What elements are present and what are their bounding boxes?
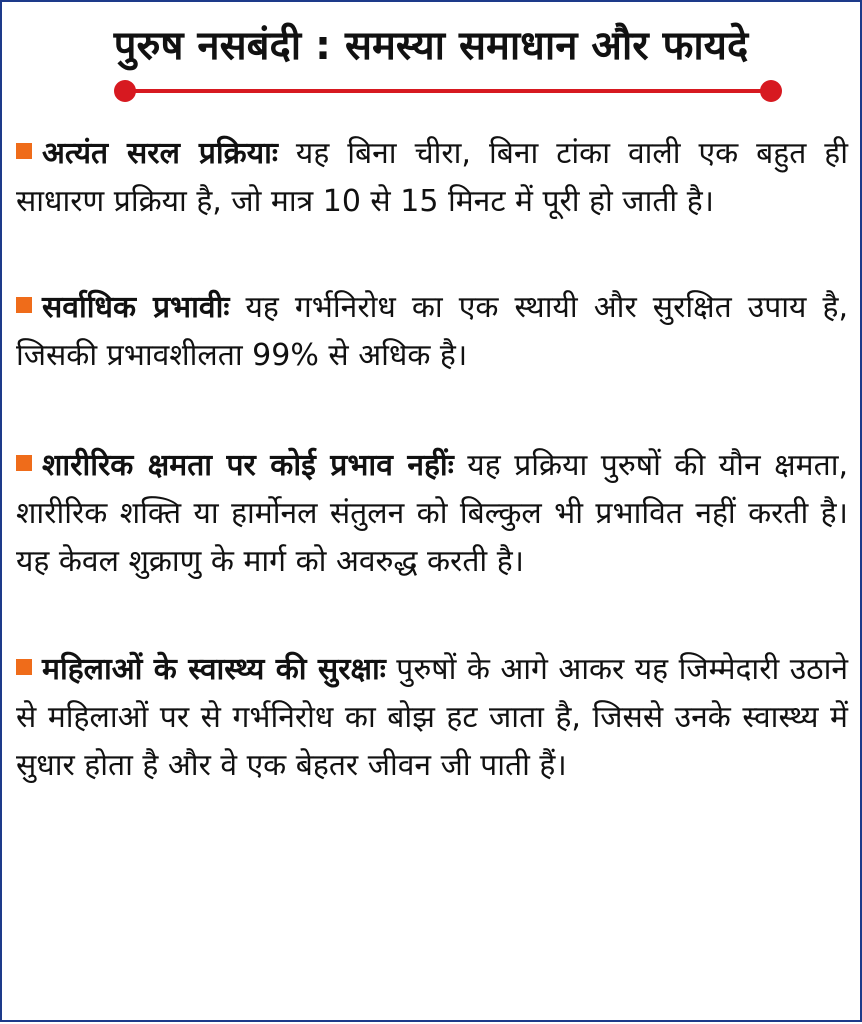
benefit-heading: सर्वाधिक प्रभावीः xyxy=(42,290,230,325)
benefit-text: यह बिना चीरा, बिना टांका वाली एक बहुत ही साधारण प्रक्रिया है, जो मात्र 10 से 15 मिनट में पूरी हो जाती है। xyxy=(16,136,848,219)
square-bullet-icon xyxy=(16,659,32,675)
benefit-heading: अत्यंत सरल प्रक्रियाः xyxy=(42,136,278,171)
benefit-text: पुरुषों के आगे आकर यह जिम्मेदारी उठाने से महिलाओं पर से गर्भनिरोध का बोझ हट जाता है, जिससे उनके स्वास्थ्य में सुधार होता है और वे एक बेहतर जीवन जी पाती हैं। xyxy=(16,652,848,783)
square-bullet-icon xyxy=(16,455,32,471)
benefit-text: यह गर्भनिरोध का एक स्थायी और सुरक्षित उपाय है, जिसकी प्रभावशीलता 99% से अधिक है। xyxy=(16,290,849,373)
title-rule xyxy=(124,89,770,93)
benefit-item-most-effective xyxy=(16,284,848,380)
square-bullet-icon xyxy=(16,297,32,313)
benefit-item-womens-health xyxy=(16,646,848,790)
benefit-item-simple-procedure xyxy=(16,130,848,226)
square-bullet-icon xyxy=(16,143,32,159)
benefit-text: यह प्रक्रिया पुरुषों की यौन क्षमता, शारीरिक शक्ति या हार्मोनल संतुलन को बिल्कुल भी प्रभावित नहीं करती है। यह केवल शुक्राणु के मार्ग को अवरुद्ध करती है। xyxy=(16,448,848,579)
title-rule-right-dot xyxy=(760,80,782,102)
benefit-item-no-physical-effect xyxy=(16,442,848,586)
benefit-heading: शारीरिक क्षमता पर कोई प्रभाव नहींः xyxy=(42,448,454,483)
page-title: पुरुष नसबंदी : समस्या समाधान और फायदे xyxy=(113,23,749,69)
benefit-heading: महिलाओं के स्वास्थ्य की सुरक्षाः xyxy=(42,652,386,687)
benefits-list xyxy=(16,130,848,790)
